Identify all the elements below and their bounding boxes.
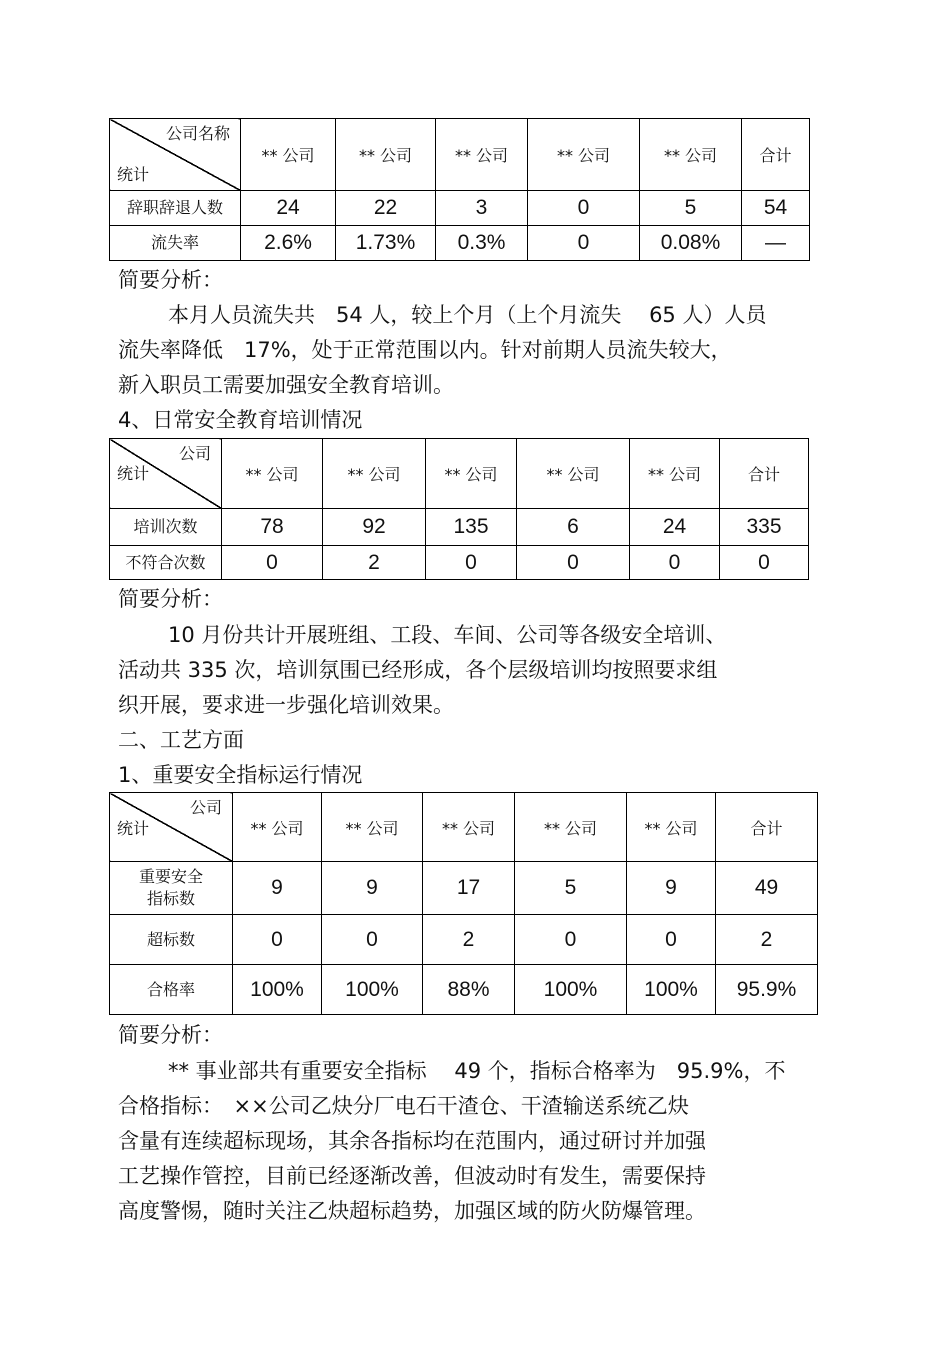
table-cell: 0 <box>426 546 517 580</box>
analysis-paragraph-line: 高度警惕，随时关注乙炔超标趋势，加强区域的防火防爆管理。 <box>118 1199 706 1223</box>
table-cell: 78 <box>222 509 323 546</box>
column-header: ** 公司 <box>241 119 336 191</box>
analysis-paragraph-line: 活动共 335 次，培训氛围已经形成，各个层级培训均按照要求组 <box>118 658 718 682</box>
row-label-line: 重要安全 <box>138 867 203 886</box>
column-header-total: 合计 <box>720 439 809 509</box>
analysis-paragraph-line: 含量有连续超标现场，其余各指标均在范围内，通过研讨并加强 <box>118 1129 706 1153</box>
column-header: ** 公司 <box>322 793 423 862</box>
table-cell: 9 <box>233 862 322 915</box>
table-row <box>110 546 809 580</box>
training-table <box>109 438 809 580</box>
safety-indicator-table <box>109 792 818 1015</box>
table-row <box>110 509 809 546</box>
corner-label-company: 公司名称 <box>165 124 230 143</box>
table-cell: 3 <box>436 191 528 226</box>
table-row <box>110 191 810 226</box>
section-title: 1、重要安全指标运行情况 <box>118 763 363 787</box>
table-cell-total: 0 <box>720 546 809 580</box>
section-title: 4、日常安全教育培训情况 <box>118 408 363 432</box>
table-cell: 0 <box>222 546 323 580</box>
table-cell: 24 <box>241 191 336 226</box>
table-row <box>110 915 818 965</box>
corner-label-company: 公司 <box>178 444 211 463</box>
table-cell: 5 <box>515 862 627 915</box>
table-cell: 0 <box>233 915 322 965</box>
analysis-paragraph-line: 本月人员流失共 54 人，较上个月（上个月流失 65 人）人员 <box>168 303 767 327</box>
table-cell: 22 <box>336 191 436 226</box>
column-header: ** 公司 <box>423 793 515 862</box>
table-cell: 100% <box>322 965 423 1015</box>
column-header-total: 合计 <box>716 793 818 862</box>
table-cell: 0 <box>528 191 640 226</box>
table-cell: 0.3% <box>436 226 528 261</box>
table-row <box>110 862 818 915</box>
table-cell: 0 <box>322 915 423 965</box>
table-cell: 100% <box>627 965 716 1015</box>
table-cell: 88% <box>423 965 515 1015</box>
table-cell: 100% <box>233 965 322 1015</box>
column-header-total: 合计 <box>742 119 810 191</box>
column-header: ** 公司 <box>640 119 742 191</box>
column-header: ** 公司 <box>323 439 426 509</box>
table-corner-cell <box>110 793 233 862</box>
analysis-paragraph-line: 织开展，要求进一步强化培训效果。 <box>118 693 454 717</box>
row-label <box>110 862 233 915</box>
table-corner-cell <box>110 119 241 191</box>
analysis-paragraph-line: 新入职员工需要加强安全教育培训。 <box>118 373 454 397</box>
table-cell: 92 <box>323 509 426 546</box>
table-cell: 17 <box>423 862 515 915</box>
table-cell-total: 54 <box>742 191 810 226</box>
analysis-heading: 简要分析： <box>118 268 223 292</box>
table-cell: 0 <box>627 915 716 965</box>
row-label: 辞职辞退人数 <box>110 191 241 226</box>
column-header: ** 公司 <box>336 119 436 191</box>
analysis-paragraph-line: ** 事业部共有重要安全指标 49 个，指标合格率为 95.9%，不 <box>168 1059 786 1083</box>
table-cell: 24 <box>630 509 720 546</box>
section-title: 二、工艺方面 <box>118 728 244 752</box>
table-cell: 5 <box>640 191 742 226</box>
table-cell: 0 <box>528 226 640 261</box>
table-cell: 2 <box>423 915 515 965</box>
column-header: ** 公司 <box>627 793 716 862</box>
turnover-table <box>109 118 810 261</box>
row-label: 不符合次数 <box>110 546 222 580</box>
table-cell-total: 2 <box>716 915 818 965</box>
analysis-paragraph-line: 流失率降低 17%，处于正常范围以内。针对前期人员流失较大， <box>118 338 732 362</box>
analysis-paragraph-line: 合格指标： ××公司乙炔分厂电石干渣仓、干渣输送系统乙炔 <box>118 1094 689 1118</box>
table-cell: 0 <box>515 915 627 965</box>
column-header: ** 公司 <box>515 793 627 862</box>
table-cell-total: 95.9% <box>716 965 818 1015</box>
row-label: 超标数 <box>110 915 233 965</box>
analysis-heading: 简要分析： <box>118 1023 223 1047</box>
table-cell: 9 <box>627 862 716 915</box>
corner-label-company: 公司 <box>189 798 222 817</box>
analysis-paragraph-line: 工艺操作管控，目前已经逐渐改善，但波动时有发生，需要保持 <box>118 1164 706 1188</box>
table-cell: 6 <box>517 509 630 546</box>
table-corner-cell <box>110 439 222 509</box>
table-cell-total: — <box>742 226 810 261</box>
column-header: ** 公司 <box>222 439 323 509</box>
table-cell-total: 335 <box>720 509 809 546</box>
table-cell: 1.73% <box>336 226 436 261</box>
analysis-paragraph-line: 10 月份共计开展班组、工段、车间、公司等各级安全培训、 <box>168 623 727 647</box>
table-cell: 2 <box>323 546 426 580</box>
row-label: 培训次数 <box>110 509 222 546</box>
column-header: ** 公司 <box>528 119 640 191</box>
column-header: ** 公司 <box>517 439 630 509</box>
table-row <box>110 965 818 1015</box>
column-header: ** 公司 <box>436 119 528 191</box>
table-cell: 100% <box>515 965 627 1015</box>
table-cell: 2.6% <box>241 226 336 261</box>
table-cell: 0 <box>517 546 630 580</box>
row-label: 流失率 <box>110 226 241 261</box>
analysis-heading: 简要分析： <box>118 587 223 611</box>
corner-label-stat: 统计 <box>117 165 150 184</box>
column-header: ** 公司 <box>426 439 517 509</box>
table-cell: 135 <box>426 509 517 546</box>
row-label: 合格率 <box>110 965 233 1015</box>
table-cell: 0 <box>630 546 720 580</box>
row-label-line: 指标数 <box>146 889 195 908</box>
table-row <box>110 226 810 261</box>
corner-label-stat: 统计 <box>117 819 150 838</box>
corner-label-stat: 统计 <box>117 464 150 483</box>
column-header: ** 公司 <box>233 793 322 862</box>
table-cell: 9 <box>322 862 423 915</box>
column-header: ** 公司 <box>630 439 720 509</box>
table-cell-total: 49 <box>716 862 818 915</box>
table-cell: 0.08% <box>640 226 742 261</box>
